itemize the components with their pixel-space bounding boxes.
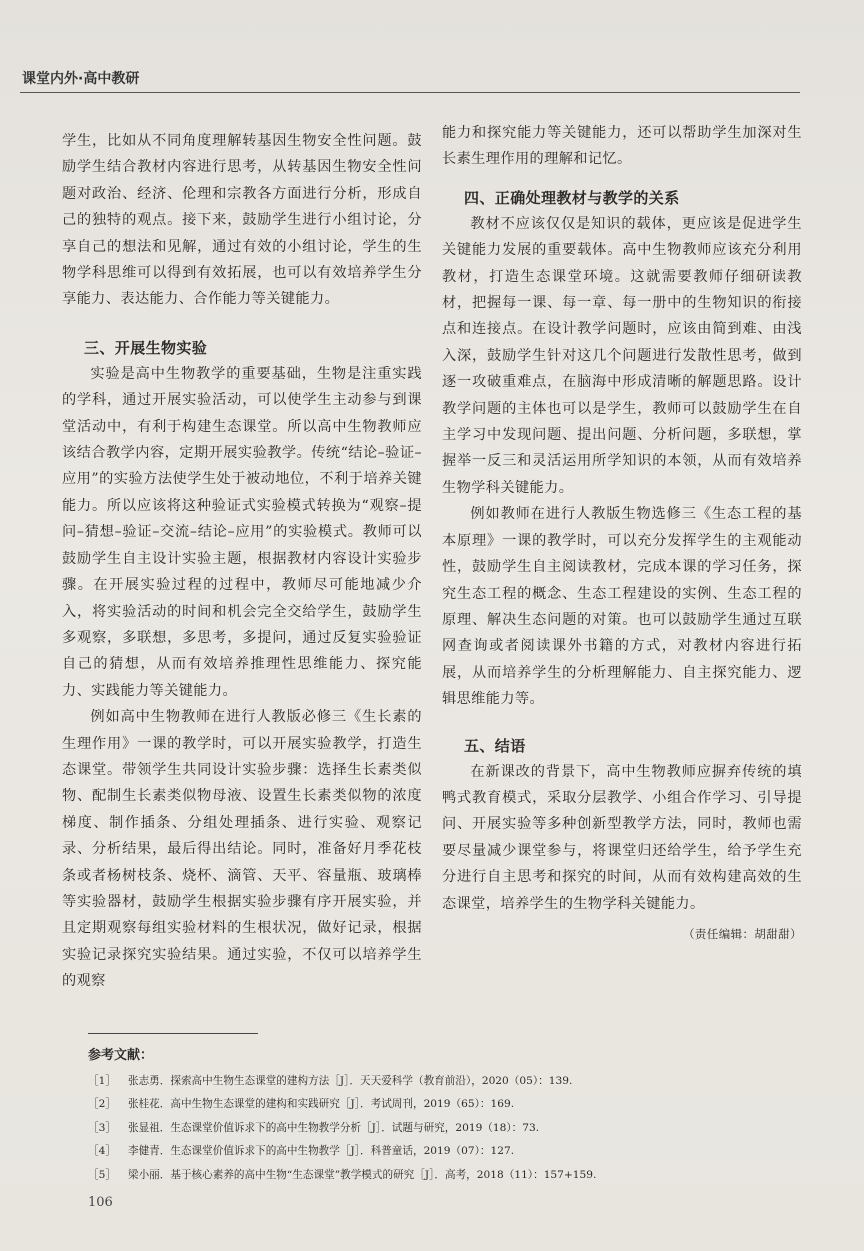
reference-text: 梁小丽．基于核心素养的高中生物“生态课堂”教学模式的研究［J］．高考，2018（11）：157+159. [128, 1168, 597, 1181]
editor-credit: （责任编辑：胡甜甜） [683, 926, 802, 941]
left-column [62, 128, 422, 995]
reference-text: 张志勇．探索高中生物生态课堂的建构方法［J］．天天爱科学（教育前沿），2020（05）：139. [128, 1075, 573, 1087]
reference-text: 张桂花．高中生物生态课堂的建构和实践研究［J］．考试周刊，2019（65）：169. [128, 1098, 515, 1111]
section-heading-4: 四、正确处理教材与教学的关系 [464, 188, 680, 207]
reference-number: ［1］ [88, 1075, 116, 1087]
paragraph-textbook: 教材不应该仅仅是知识的载体，更应该是促进学生关键能力发展的重要载体。高中生物教师应该充分利用教材，打造生态课堂环境。这就需要教师仔细研读教材，把握每一课、每一章、每一册中的生物知识的衔接点和连接点。在设计教学问题时，应该由简到难、由浅入深，鼓励学生针对这几个问题进行发散性思考，做到逐一攻破重难点，在脑海中形成清晰的解题思路。设计教学问题的主体也可以是学生，教师可以鼓励学生在自主学习中发现问题、提出问题、分析问题，多联想，掌握举一反三和灵活运用所学知识的本领，从而有效培养生物学科关键能力。 [442, 215, 802, 496]
paragraph-experiment-example: 例如高中生物教师在进行人教版必修三《生长素的生理作用》一课的教学时，可以开展实验教学，打造生态课堂。带领学生共同设计实验步骤：选择生长素类似物、配制生长素类似物母液、设置生长素类似物的浓度梯度、制作插条、分组处理插条、进行实验、观察记录、分析结果，最后得出结论。同时，准备好月季花枝条或者杨树枝条、烧杯、滴管、天平、容量瓶、玻璃棒等实验器材，鼓励学生根据实验步骤有序开展实验，并且定期观察每组实验材料的生根状况，做好记录，根据实验记录探究实验结果。通过实验，不仅可以培养学生的观察 [62, 709, 422, 990]
reference-item [88, 1070, 788, 1093]
references-list [88, 1070, 788, 1187]
references-rule [88, 1033, 258, 1034]
reference-number: ［4］ [88, 1145, 116, 1158]
reference-item [88, 1164, 788, 1187]
reference-item [88, 1093, 788, 1116]
paragraph-conclusion: 在新课改的背景下，高中生物教师应摒弃传统的填鸭式教育模式，采取分层教学、小组合作学习、引导提问、开展实验等多种创新型教学方法，同时，教师也需要尽量减少课堂参与，将课堂归还给学生，给予学生充分进行自主思考和探究的时间，从而有效构建高效的生态课堂，培养学生的生物学科关键能力。 [442, 763, 802, 912]
paragraph-intro: 学生，比如从不同角度理解转基因生物安全性问题。鼓励学生结合教材内容进行思考，从转基因生物安全性问题对政治、经济、伦理和宗教各方面进行分析，形成自己的独特的观点。接下来，鼓励学生进行小组讨论，分享自己的想法和见解，通过有效的小组讨论，学生的生物学科思维可以得到有效拓展，也可以有效培养学生分享能力、表达能力、合作能力等关键能力。 [62, 133, 422, 308]
section-heading-3: 三、开展生物实验 [84, 338, 208, 357]
section-heading-5: 五、结语 [464, 736, 526, 755]
paragraph-textbook-example: 例如教师在进行人教版生物选修三《生态工程的基本原理》一课的教学时，可以充分发挥学生的主观能动性，鼓励学生自主阅读教材，完成本课的学习任务，探究生态工程的概念、生态工程建设的实例、生态工程的原理、解决生态问题的对策。也可以鼓励学生通过互联网查询或者阅读课外书籍的方式，对教材内容进行拓展，从而培养学生的分析理解能力、自主探究能力、逻辑思维能力等。 [442, 506, 802, 708]
running-header: 课堂内外·高中教研 [22, 71, 140, 87]
reference-text: 李健青．生态课堂价值诉求下的高中生物教学［J］．科普童话，2019（07）：127. [128, 1145, 515, 1158]
paragraph-experiment: 实验是高中生物教学的重要基础，生物是注重实践的学科，通过开展实验活动，可以使学生主动参与到课堂活动中，有利于构建生态课堂。所以高中生物教师应该结合教学内容，定期开展实验教学。传统“结论–验证–应用”的实验方法使学生处于被动地位，不利于培养关键能力。所以应该将这种验证式实验模式转换为“观察–提问–猜想–验证–交流–结论–应用”的实验模式。教师可以鼓励学生自主设计实验主题，根据教材内容设计实验步骤。在开展实验过程的过程中，教师尽可能地减少介入，将实验活动的时间和机会完全交给学生，鼓励学生多观察，多联想，多思考，多提问，通过反复实验验证自己的猜想，从而有效培养推理性思维能力、探究能力、实践能力等关键能力。 [62, 365, 422, 699]
reference-text: 张显祖．生态课堂价值诉求下的高中生物教学分析［J］．试题与研究，2019（18）：73. [128, 1121, 540, 1134]
reference-number: ［5］ [88, 1168, 116, 1181]
references-title: 参考文献： [88, 1048, 154, 1063]
reference-item [88, 1117, 788, 1140]
reference-item [88, 1140, 788, 1163]
page-number: 106 [88, 1195, 113, 1210]
reference-number: ［2］ [88, 1098, 116, 1111]
paragraph-continued: 能力和探究能力等关键能力，还可以帮助学生加深对生长素生理作用的理解和记忆。 [442, 125, 802, 168]
reference-number: ［3］ [88, 1121, 116, 1134]
header-rule [20, 92, 800, 93]
right-column [442, 120, 802, 947]
